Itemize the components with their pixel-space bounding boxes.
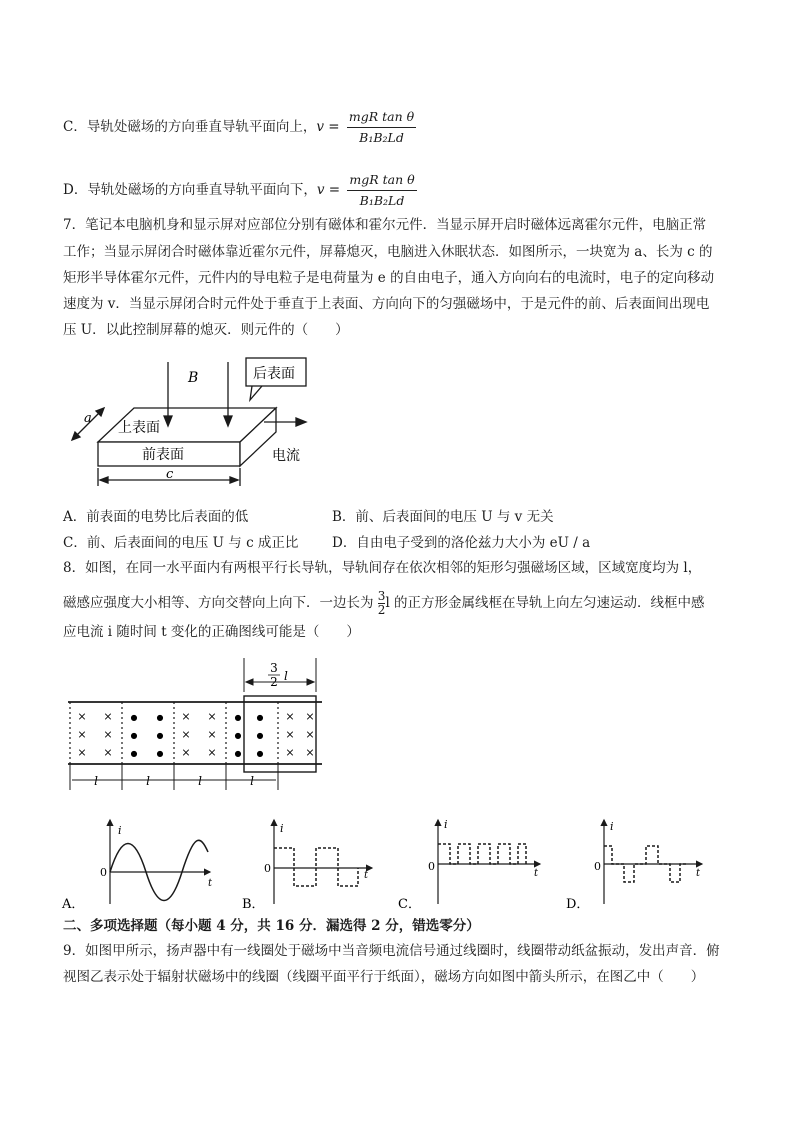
graph-d — [604, 820, 702, 904]
q7-option-d: D．自由电子受到的洛伦兹力大小为 eU / a — [332, 535, 591, 551]
x-mark: × — [181, 728, 191, 741]
rail-field-figure — [60, 652, 330, 797]
x-mark: × — [305, 728, 315, 741]
q7-line-5: 压 U．以此控制屏幕的熄灭．则元件的（ ） — [63, 322, 349, 338]
x-mark: × — [207, 710, 217, 723]
q7-line-3: 矩形半导体霍尔元件，元件内的导电粒子是电荷量为 e 的自由电子，通入方向向右的电流时，电子的定向移动 — [63, 270, 715, 286]
frame-width-var: l — [284, 669, 288, 683]
dot-mark: ● — [256, 749, 264, 758]
x-mark: × — [207, 746, 217, 759]
q6-option-d-fraction — [347, 170, 416, 211]
graph-b-i-label: i — [280, 822, 284, 835]
graph-d-origin: 0 — [594, 860, 601, 873]
q6-option-d — [63, 170, 417, 211]
q8-frac-num: 3 — [377, 589, 386, 603]
x-mark: × — [103, 728, 113, 741]
x-mark: × — [285, 710, 295, 723]
graph-b-option-label: B． — [242, 897, 265, 912]
dot-mark: ● — [256, 713, 264, 722]
q6-option-d-lhs: v = — [316, 182, 341, 198]
x-mark: × — [77, 728, 87, 741]
label-top-surface: 上表面 — [118, 420, 160, 436]
label-front-surface: 前表面 — [142, 447, 184, 463]
graph-c-origin: 0 — [428, 860, 435, 873]
dot-mark: ● — [156, 749, 164, 758]
current-arrowhead — [296, 418, 306, 426]
dot-mark: ● — [256, 731, 264, 740]
graph-b-origin: 0 — [264, 862, 271, 875]
region-dividers — [70, 702, 278, 764]
q7-option-c: C．前、后表面间的电压 U 与 c 成正比 — [63, 535, 299, 551]
q6-option-c — [63, 107, 416, 148]
q6-option-c-numerator: mgR tan θ — [348, 109, 415, 124]
q6-option-c-denominator: B₁B₂Ld — [347, 127, 416, 148]
x-mark: × — [285, 728, 295, 741]
section-2-title: 二、多项选择题（每小题 4 分，共 16 分．漏选得 2 分，错选零分） — [63, 918, 480, 934]
dot-mark: ● — [130, 731, 138, 740]
graph-d-t-label: t — [696, 868, 701, 879]
q8-answer-graphs — [60, 814, 750, 912]
dot-mark: ● — [156, 731, 164, 740]
q8-line-2a: 磁感应强度大小相等、方向交替向上向下．一边长为 — [63, 595, 374, 611]
graph-d-option-label: D． — [566, 897, 590, 912]
field-symbols — [77, 710, 314, 759]
svg-text:l: l — [250, 774, 254, 788]
q7-line-2: 工作；当显示屏闭合时磁体靠近霍尔元件，屏幕熄灭，电脑进入休眠状态．如图所示，一块宽为 a、长为 c 的 — [63, 244, 713, 260]
graph-a-option-label: A． — [62, 897, 85, 912]
graph-b-t-label: t — [364, 870, 369, 881]
q7-line-4: 速度为 v．当显示屏闭合时元件处于垂直于上表面、方向向下的匀强磁场中，于是元件的前、后表面间出现电 — [63, 296, 710, 312]
hall-element-figure — [60, 352, 330, 497]
frame-width-num: 3 — [270, 661, 278, 675]
graph-a-t-label: t — [208, 878, 213, 889]
q8-frac-den: 2 — [377, 603, 386, 617]
dot-mark: ● — [234, 713, 242, 722]
q6-option-d-numerator: mgR tan θ — [349, 172, 415, 187]
x-mark: × — [103, 746, 113, 759]
graph-a-origin: 0 — [100, 866, 107, 879]
graph-d-i-label: i — [610, 820, 614, 833]
svg-text:l: l — [94, 774, 98, 788]
q7-option-a: A．前表面的电势比后表面的低 — [63, 509, 249, 525]
label-c: c — [166, 467, 174, 482]
dot-mark: ● — [234, 731, 242, 740]
q8-line-3: 应电流 i 随时间 t 变化的正确图线可能是（ ） — [63, 624, 360, 640]
q8-line-2 — [63, 590, 705, 617]
x-mark: × — [305, 746, 315, 759]
svg-text:l: l — [198, 774, 202, 788]
q6-option-d-denominator: B₁B₂Ld — [347, 190, 416, 211]
graph-a — [110, 820, 210, 904]
q6-option-c-lhs: v = — [316, 119, 340, 135]
x-mark: × — [207, 728, 217, 741]
x-mark: × — [285, 746, 295, 759]
dot-mark: ● — [130, 749, 138, 758]
graph-b-curve — [274, 848, 358, 886]
graph-a-curve — [110, 840, 208, 900]
q6-option-c-fraction — [347, 107, 416, 148]
graph-c-t-label: t — [534, 868, 539, 879]
q9-line-1: 9．如图甲所示，扬声器中有一线圈处于磁场中当音频电流信号通过线圈时，线圈带动纸盆振动，发出声音．俯 — [63, 943, 720, 959]
x-mark: × — [181, 746, 191, 759]
graph-c-i-label: i — [444, 818, 448, 831]
graph-c — [438, 820, 540, 904]
graph-c-curve — [438, 844, 526, 864]
callout-pointer — [250, 386, 262, 400]
label-a: a — [84, 411, 92, 426]
x-mark: × — [77, 746, 87, 759]
dot-mark: ● — [234, 749, 242, 758]
frame-width-den: 2 — [270, 675, 278, 689]
graph-c-option-label: C． — [398, 897, 421, 912]
q7-line-1: 7．笔记本电脑机身和显示屏对应部位分别有磁体和霍尔元件．当显示屏开启时磁体远离霍尔元件，电脑正常 — [63, 217, 707, 233]
label-current: 电流 — [272, 448, 300, 464]
dot-mark: ● — [156, 713, 164, 722]
q8-line-2b: l 的正方形金属线框在导轨上向左匀速运动．线框中感 — [385, 595, 705, 611]
q9-line-2: 视图乙表示处于辐射状磁场中的线圈（线圈平面平行于纸面），磁场方向如图中箭头所示，在图乙中（ ） — [63, 969, 705, 985]
x-mark: × — [77, 710, 87, 723]
q7-option-b: B．前、后表面间的电压 U 与 v 无关 — [332, 509, 554, 525]
x-mark: × — [103, 710, 113, 723]
svg-text:l: l — [146, 774, 150, 788]
graph-a-i-label: i — [118, 824, 122, 837]
label-b: B — [188, 370, 199, 386]
q8-line-1: 8．如图，在同一水平面内有两根平行长导轨，导轨间存在依次相邻的矩形匀强磁场区域，区域宽度均为 l， — [63, 560, 702, 576]
x-mark: × — [181, 710, 191, 723]
graph-b — [274, 820, 372, 904]
x-mark: × — [305, 710, 315, 723]
label-back-surface: 后表面 — [253, 366, 295, 382]
q6-option-d-label: D．导轨处磁场的方向垂直导轨平面向下， — [63, 182, 317, 198]
q6-option-c-label: C．导轨处磁场的方向垂直导轨平面向上， — [63, 119, 317, 135]
dot-mark: ● — [130, 713, 138, 722]
